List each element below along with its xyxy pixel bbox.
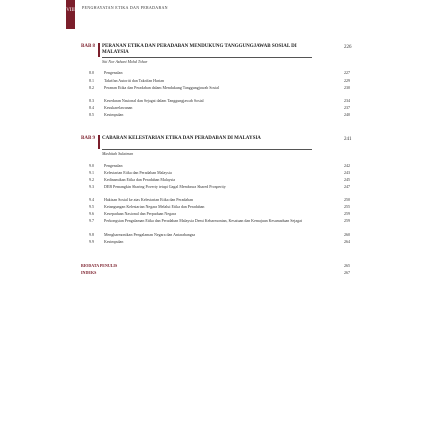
entry-page: 243 xyxy=(344,170,350,175)
entry-page: 227 xyxy=(344,70,350,75)
entry-number: 8.0 xyxy=(89,70,94,75)
entry-page: 230 xyxy=(344,85,350,90)
toc-entry[interactable] xyxy=(81,85,366,92)
entry-number: 9.6 xyxy=(89,211,94,216)
entry-number: 8.5 xyxy=(89,112,94,117)
entry-title: Takrifan Autoriti dan Takrifan Harian xyxy=(104,78,165,83)
entry-page: 260 xyxy=(344,232,350,237)
toc-entry[interactable] xyxy=(81,78,366,85)
toc-entry[interactable] xyxy=(81,184,366,191)
entry-number: 9.5 xyxy=(89,204,94,209)
toc-entry[interactable] xyxy=(81,204,366,211)
toc-entry[interactable] xyxy=(81,232,366,239)
entry-page: 229 xyxy=(344,78,350,83)
entry-title: Kelestarian Etika dan Peradaban Malaysia xyxy=(104,170,172,175)
running-head: PENGHAYATAN ETIKA DAN PERADABAN xyxy=(82,5,168,10)
toc-entry[interactable] xyxy=(81,98,366,105)
biodata-label: BIODATA PENULIS xyxy=(81,263,118,268)
entry-title: Kesimpulan xyxy=(104,112,124,117)
entry-number: 8.1 xyxy=(89,78,94,83)
toc-entry[interactable] xyxy=(81,163,366,170)
entry-title: Mengharmonikan Pengalaman Negara dan Antarabangsa xyxy=(104,232,196,237)
entry-page: 250 xyxy=(344,197,350,202)
page-number-tab xyxy=(66,0,75,29)
entry-title: Kesukarelawanan xyxy=(104,105,133,110)
toc-entry[interactable] xyxy=(81,70,366,77)
chapter-divider xyxy=(98,43,100,57)
entry-number: 9.1 xyxy=(89,170,94,175)
toc-entry[interactable] xyxy=(81,177,366,184)
chapter-title: PERANAN ETIKA DAN PERADABAN MENDUKUNG TANGGUNGJAWAB SOSIAL DI MALAYSIA xyxy=(102,44,297,55)
entry-number: 9.3 xyxy=(89,184,94,189)
entry-title: Peranan Etika dan Peradaban dalam Mendukung Tanggungjawab Sosial xyxy=(104,85,220,90)
toc-entry[interactable] xyxy=(81,197,366,204)
entry-number: 9.8 xyxy=(89,232,94,237)
entry-title: Pengenalan xyxy=(104,70,123,75)
entry-number: 8.2 xyxy=(89,85,94,90)
toc-entry[interactable] xyxy=(81,112,366,119)
chapter-page: 241 xyxy=(344,137,352,142)
entry-title: Hakisan Sosial ke atas Kelestarian Etika dan Peradaban xyxy=(104,197,193,202)
toc-entry[interactable] xyxy=(81,211,366,218)
entry-page: 245 xyxy=(344,177,350,182)
entry-page: 259 xyxy=(344,211,350,216)
chapter-author: Mashitah Sulaiman xyxy=(102,151,134,156)
toc-entry[interactable] xyxy=(81,170,366,177)
toc-entry[interactable] xyxy=(81,105,366,112)
entry-title: Pengenalan xyxy=(104,163,123,168)
entry-title: Perkongsian Pengalaman Etika dan Peradaban Malaysia Demi Keharmonian, Kesatuan dan Kemajuan Kesamaduan Sejagat xyxy=(104,218,303,223)
entry-page: 237 xyxy=(344,105,350,110)
chapter-page: 226 xyxy=(344,45,352,50)
entry-number: 9.7 xyxy=(89,218,94,223)
biodata-page: 265 xyxy=(344,263,350,268)
entry-page: 240 xyxy=(344,112,350,117)
entry-title: Kesepaduan Nasional dan Perpaduan Negara xyxy=(104,211,176,216)
entry-title: Kesimpulan xyxy=(104,239,124,244)
chapter-label: BAB 9 xyxy=(81,136,96,141)
index-label: INDEKS xyxy=(81,270,97,275)
entry-title: Ketangungan Kelestarian Negara Melalui Etika dan Peradaban xyxy=(104,204,205,209)
chapter-title: CABARAN KELESTARIAN ETIKA DAN PERADABAN DI MALAYSIA xyxy=(102,136,261,141)
page-number: VIII xyxy=(66,8,75,13)
entry-page: 255 xyxy=(344,204,350,209)
entry-number: 9.2 xyxy=(89,177,94,182)
entry-page: 234 xyxy=(344,98,350,103)
entry-number: 8.3 xyxy=(89,98,94,103)
entry-number: 9.4 xyxy=(89,197,94,202)
entry-number: 9.9 xyxy=(89,239,94,244)
entry-title: DEB Pemangkin Sharing Poverty tetapi Gagal Membawa Shared Prosperity xyxy=(104,184,226,189)
index-page: 267 xyxy=(344,270,350,275)
toc-entry[interactable] xyxy=(81,218,366,225)
entry-page: 264 xyxy=(344,239,350,244)
title-underline xyxy=(102,149,312,150)
entry-number: 8.4 xyxy=(89,105,94,110)
chapter-divider xyxy=(98,135,100,149)
title-underline xyxy=(102,57,312,58)
entry-page: 247 xyxy=(344,184,350,189)
entry-title: Kesedaran Nasional dan Sejagat dalam Tanggungjawab Sosial xyxy=(104,98,204,103)
entry-number: 9.0 xyxy=(89,163,94,168)
chapter-label: BAB 8 xyxy=(81,44,96,49)
chapter-author: Siti Nor Azhani Mohd Tohar xyxy=(102,59,148,64)
entry-page: 259 xyxy=(344,218,350,223)
toc-entry[interactable] xyxy=(81,239,366,246)
entry-page: 242 xyxy=(344,163,350,168)
entry-title: Kedinamikan Etika dan Peradaban Malaysia xyxy=(104,177,176,182)
